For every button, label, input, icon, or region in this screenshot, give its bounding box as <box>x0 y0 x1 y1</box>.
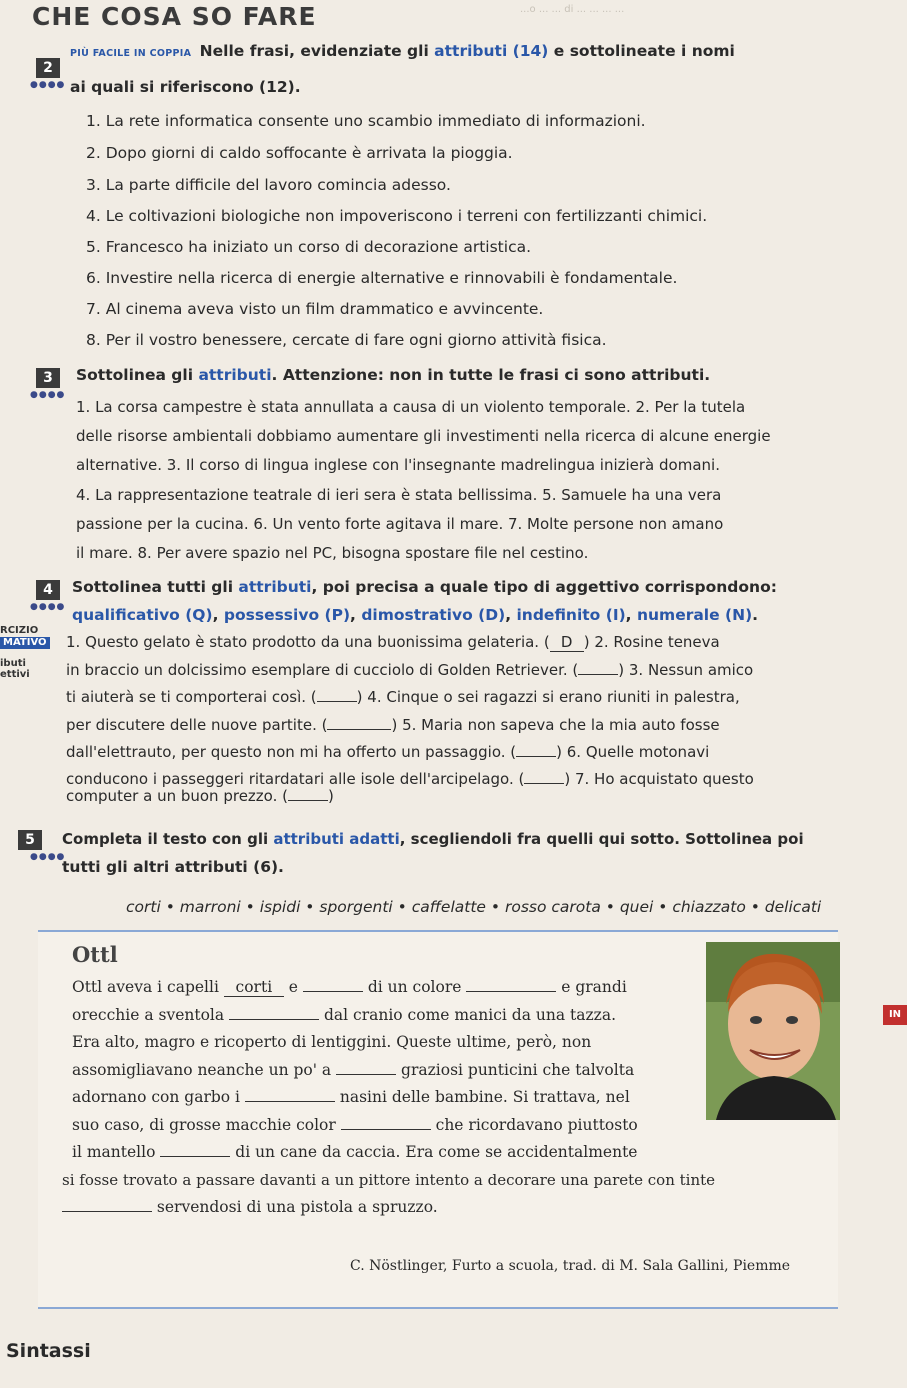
answer-blank[interactable] <box>336 1074 396 1075</box>
side-label: ibuti <box>0 658 26 669</box>
exercise-2-tag: PIÙ FACILE IN COPPIA <box>70 48 192 59</box>
sentence: 8. Per il vostro benessere, cercate di fare ogni giorno attività fisica. <box>86 331 607 349</box>
sentence: 6. Investire nella ricerca di energie alternative e rinnovabili è fondamentale. <box>86 269 678 287</box>
answer-blank[interactable] <box>288 800 328 801</box>
exercise-4-number: 4 <box>36 580 60 600</box>
answer-blank[interactable] <box>317 701 357 702</box>
answer-blank[interactable] <box>62 1211 152 1212</box>
footer-title: Sintassi <box>6 1340 91 1362</box>
section-title: CHE COSA SO FARE <box>32 2 317 31</box>
text-line: dall'elettrauto, per questo non mi ha offerto un passaggio. ( ) 6. Quelle motonavi <box>66 743 710 761</box>
exercise-2-number: 2 <box>36 58 60 78</box>
sentence: 4. Le coltivazioni biologiche non impoveriscono i terreni con fertilizzanti chimici. <box>86 207 708 225</box>
answer-blank[interactable] <box>524 783 564 784</box>
text-line: in braccio un dolcissimo esemplare di cucciolo di Golden Retriever. ( ) 3. Nessun amico <box>66 661 754 679</box>
text-line: delle risorse ambientali dobbiamo aumentare gli investimenti nella ricerca di alcune energie <box>76 427 771 445</box>
answer-blank[interactable] <box>516 756 556 757</box>
answer-blank[interactable] <box>229 1019 319 1020</box>
difficulty-dots: ●●●● <box>30 602 66 612</box>
text-line: il mantello di un cane da caccia. Era come se accidentalmente <box>72 1143 638 1161</box>
answer-blank[interactable]: D <box>550 633 584 652</box>
exercise-2-instruction-cont: ai quali si riferiscono (12). <box>70 78 301 96</box>
answer-blank[interactable]: corti <box>224 978 284 997</box>
difficulty-dots: ●●●● <box>30 852 66 862</box>
difficulty-dots: ●●●● <box>30 80 66 90</box>
sentence: 7. Al cinema aveva visto un film drammatico e avvincente. <box>86 300 544 318</box>
answer-blank[interactable] <box>578 674 618 675</box>
side-label: MATIVO <box>0 637 50 649</box>
text-line: suo caso, di grosse macchie color che ricordavano piuttosto <box>72 1116 638 1134</box>
exercise-5-instruction-cont: tutti gli altri attributi (6). <box>62 858 284 876</box>
answer-blank[interactable] <box>466 991 556 992</box>
text-line: Era alto, magro e ricoperto di lentiggini. Queste ultime, però, non <box>72 1033 592 1051</box>
text-line: alternative. 3. Il corso di lingua inglese con l'insegnante madrelingua inizierà domani. <box>76 456 720 474</box>
exercise-2-instruction: PIÙ FACILE IN COPPIA Nelle frasi, evidenziate gli attributi (14) e sottolineate i nomi <box>70 42 735 60</box>
side-label: ettivi <box>0 669 30 680</box>
answer-blank[interactable] <box>303 991 363 992</box>
answer-blank[interactable] <box>245 1101 335 1102</box>
difficulty-dots: ●●●● <box>30 390 66 400</box>
text-line: si fosse trovato a passare davanti a un pittore intento a decorare una parete con tinte <box>62 1171 716 1189</box>
text-line: 1. Questo gelato è stato prodotto da una buonissima gelateria. ( D ) 2. Rosine teneva <box>66 633 720 651</box>
word-bank: corti • marroni • ispidi • sporgenti • caffelatte • rosso carota • quei • chiazzato • delicati <box>126 898 822 916</box>
text-line: 4. La rappresentazione teatrale di ieri sera è stata bellissima. 5. Samuele ha una vera <box>76 486 722 504</box>
answer-blank[interactable] <box>341 1129 431 1130</box>
text-line: adornano con garbo i nasini delle bambine. Si trattava, nel <box>72 1088 630 1106</box>
exercise-5-instruction: Completa il testo con gli attributi adatti, scegliendoli fra quelli qui sotto. Sottolinea poi <box>62 830 804 848</box>
bleed-through-text: ...o ... ... di ... ... ... ... <box>520 4 625 15</box>
exercise-4-instruction-cont: qualificativo (Q), possessivo (P), dimostrativo (D), indefinito (I), numerale (N). <box>72 606 759 624</box>
text-source: C. Nöstlinger, Furto a scuola, trad. di M. Sala Gallini, Piemme <box>350 1258 791 1274</box>
text-line: 1. La corsa campestre è stata annullata a causa di un violento temporale. 2. Per la tutela <box>76 398 746 416</box>
text-line: conducono i passeggeri ritardatari alle isole dell'arcipelago. ( ) 7. Ho acquistato questo <box>66 770 754 788</box>
text-line: orecchie a sventola dal cranio come manici da una tazza. <box>72 1006 616 1024</box>
text-line: il mare. 8. Per avere spazio nel PC, bisogna spostare file nel cestino. <box>76 544 589 562</box>
side-tab: IN <box>883 1005 907 1025</box>
text-line: servendosi di una pistola a spruzzo. <box>62 1198 438 1216</box>
sentence: 5. Francesco ha iniziato un corso di decorazione artistica. <box>86 238 532 256</box>
sentence: 1. La rete informatica consente uno scambio immediato di informazioni. <box>86 112 646 130</box>
reading-title: Ottl <box>72 942 118 967</box>
sentence: 2. Dopo giorni di caldo soffocante è arrivata la pioggia. <box>86 144 513 162</box>
side-label: RCIZIO <box>0 625 39 636</box>
text-line: Ottl aveva i capelli corti e di un colore e grandi <box>72 978 627 996</box>
exercise-4-instruction: Sottolinea tutti gli attributi, poi precisa a quale tipo di aggettivo corrispondono: <box>72 578 777 596</box>
boy-photo <box>706 942 840 1120</box>
sentence: 3. La parte difficile del lavoro comincia adesso. <box>86 176 451 194</box>
boy-portrait-image <box>706 942 840 1120</box>
answer-blank[interactable] <box>327 729 391 730</box>
exercise-3-instruction: Sottolinea gli attributi. Attenzione: non in tutte le frasi ci sono attributi. <box>76 366 711 384</box>
text-line: assomigliavano neanche un po' a graziosi punticini che talvolta <box>72 1061 635 1079</box>
exercise-5-number: 5 <box>18 830 42 850</box>
text-line: ti aiuterà se ti comporterai così. ( ) 4. Cinque o sei ragazzi si erano riuniti in palestra, <box>66 688 740 706</box>
answer-blank[interactable] <box>160 1156 230 1157</box>
text-line: per discutere delle nuove partite. ( ) 5. Maria non sapeva che la mia auto fosse <box>66 716 720 734</box>
text-line: computer a un buon prezzo. ( ) <box>66 787 334 805</box>
exercise-3-number: 3 <box>36 368 60 388</box>
text-line: passione per la cucina. 6. Un vento forte agitava il mare. 7. Molte persone non amano <box>76 515 724 533</box>
